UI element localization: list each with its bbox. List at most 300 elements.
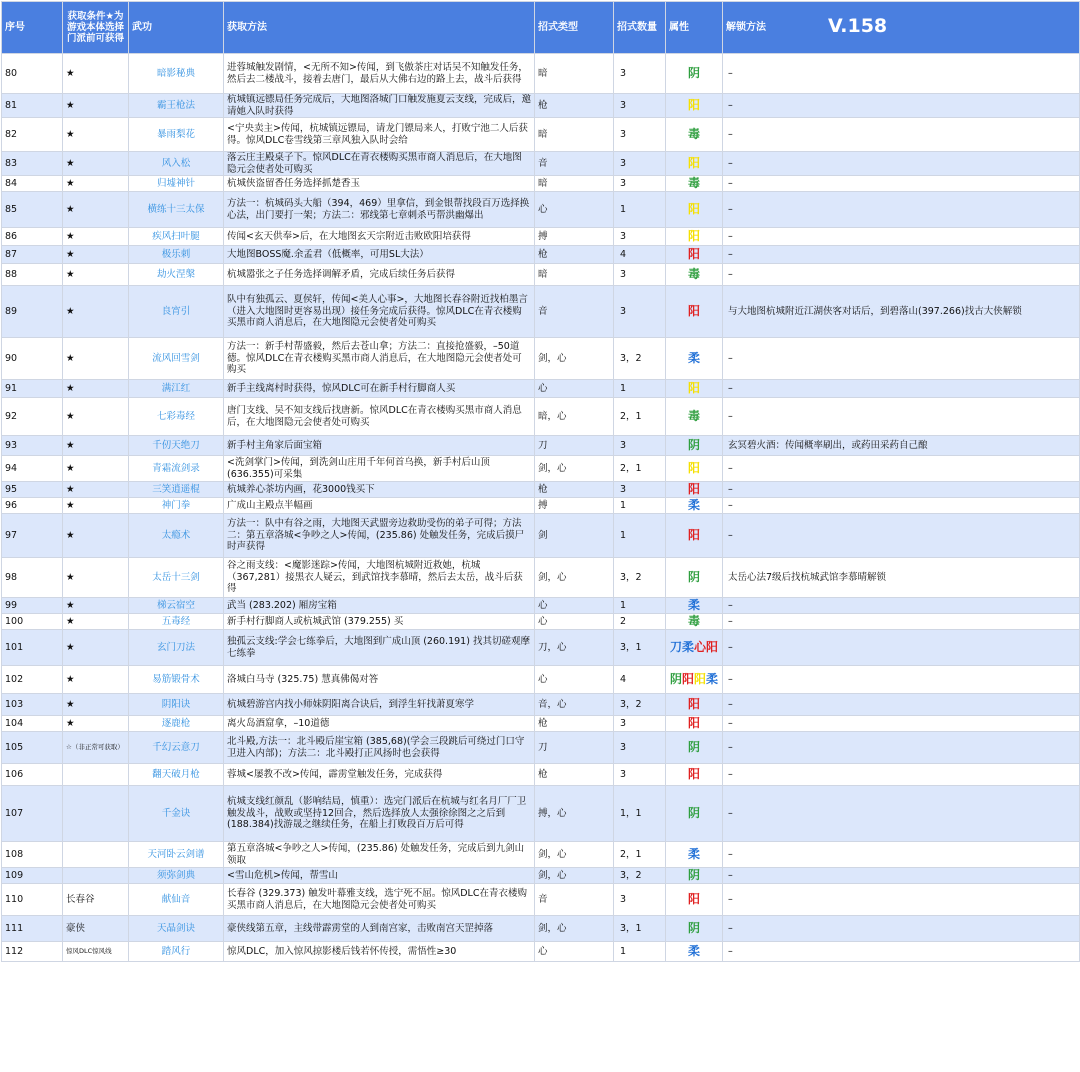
row-method[interactable]: 洛城白马寺 (325.75) 慧真佛偈对答 xyxy=(224,666,535,694)
row-method[interactable]: 队中有独孤云、夏侯轩，传闻<美人心事>，大地图长春谷附近找柏墨言（进入大地图时更容易出现）接任务完成后获得。惊风DLC在青衣楼购买黑市商人消息后，在大地图隐元会使者处可购买 xyxy=(224,286,535,338)
row-type[interactable]: 枪 xyxy=(535,716,614,732)
row-unlock[interactable]: 玄冥碧火酒：传闻概率刷出，或药田采药自己酿 xyxy=(723,436,1080,456)
row-number[interactable]: 86 xyxy=(2,228,63,246)
row-method[interactable]: 第五章洛城<争吵之人>传闻，(235.86) 处触发任务，完成后到九剑山领取 xyxy=(224,842,535,868)
row-skill[interactable]: 逐鹿枪 xyxy=(129,716,224,732)
row-skill[interactable]: 梯云宿空 xyxy=(129,598,224,614)
row-skill[interactable]: 神门拳 xyxy=(129,498,224,514)
row-condition[interactable] xyxy=(63,764,129,786)
row-unlock[interactable]: – xyxy=(723,614,1080,630)
table-row[interactable] xyxy=(2,192,1080,228)
row-count[interactable]: 1，1 xyxy=(614,786,666,842)
table-row[interactable] xyxy=(2,514,1080,558)
row-unlock[interactable]: – xyxy=(723,732,1080,764)
row-type[interactable]: 暗 xyxy=(535,264,614,286)
table-row[interactable] xyxy=(2,380,1080,398)
row-method[interactable]: 杭城镇远镖局任务完成后，大地图洛城门口触发施夏云支线，完成后，邀请她入队时获得 xyxy=(224,94,535,118)
row-unlock[interactable]: – xyxy=(723,176,1080,192)
row-count[interactable]: 4 xyxy=(614,246,666,264)
row-method[interactable]: 方法一：队中有谷之雨，大地图天武盟旁边救助受伤的弟子可得；方法二：第五章洛城<争吵之人>传闻，(235.86) 处触发任务，完成后摸尸时声获得 xyxy=(224,514,535,558)
table-row[interactable] xyxy=(2,176,1080,192)
row-type[interactable]: 音，心 xyxy=(535,694,614,716)
row-count[interactable]: 3 xyxy=(614,118,666,152)
header-condition[interactable]: 获取条件★为游戏本体选择门派前可获得 xyxy=(63,2,129,54)
row-count[interactable]: 1 xyxy=(614,942,666,962)
table-row[interactable] xyxy=(2,398,1080,436)
row-skill[interactable]: 横练十三太保 xyxy=(129,192,224,228)
header-attr[interactable]: 属性 xyxy=(666,2,723,54)
row-type[interactable]: 搏 xyxy=(535,498,614,514)
row-condition[interactable]: ★ xyxy=(63,246,129,264)
row-unlock[interactable]: – xyxy=(723,716,1080,732)
table-row[interactable] xyxy=(2,228,1080,246)
row-attribute[interactable] xyxy=(666,436,723,456)
row-method[interactable]: 方法一：新手村帮盛毅，然后去苍山拿；方法二：直接抢盛毅，–50道德。惊风DLC在青衣楼购买黑市商人消息后，在大地图隐元会使者处可购买 xyxy=(224,338,535,380)
row-count[interactable]: 1 xyxy=(614,380,666,398)
row-method[interactable]: 独孤云支线:学会七练拳后，大地图到广成山顶 (260.191) 找其切磋观摩七练拳 xyxy=(224,630,535,666)
row-condition[interactable]: ★ xyxy=(63,598,129,614)
row-condition[interactable]: ★ xyxy=(63,286,129,338)
row-skill[interactable]: 疾风扫叶腿 xyxy=(129,228,224,246)
row-method[interactable]: 传闻<玄天供奉>后，在大地图玄天宗附近击败欧阳培获得 xyxy=(224,228,535,246)
row-condition[interactable]: ★ xyxy=(63,666,129,694)
row-number[interactable]: 107 xyxy=(2,786,63,842)
row-attribute[interactable] xyxy=(666,54,723,94)
row-type[interactable]: 剑，心 xyxy=(535,916,614,942)
row-type[interactable]: 音 xyxy=(535,884,614,916)
row-method[interactable]: <雪山危机>传闻，帮雪山 xyxy=(224,868,535,884)
table-row[interactable] xyxy=(2,558,1080,598)
row-condition[interactable] xyxy=(63,842,129,868)
row-number[interactable]: 84 xyxy=(2,176,63,192)
row-attribute[interactable] xyxy=(666,614,723,630)
row-skill[interactable]: 暗影秘典 xyxy=(129,54,224,94)
row-count[interactable]: 3，2 xyxy=(614,694,666,716)
table-row[interactable] xyxy=(2,884,1080,916)
row-skill[interactable]: 霸王枪法 xyxy=(129,94,224,118)
row-attribute[interactable] xyxy=(666,764,723,786)
row-condition[interactable]: ★ xyxy=(63,152,129,176)
table-row[interactable] xyxy=(2,152,1080,176)
row-type[interactable]: 搏，心 xyxy=(535,786,614,842)
row-unlock[interactable]: – xyxy=(723,842,1080,868)
table-row[interactable] xyxy=(2,436,1080,456)
table-row[interactable] xyxy=(2,786,1080,842)
row-unlock[interactable]: – xyxy=(723,868,1080,884)
row-condition[interactable]: ★ xyxy=(63,264,129,286)
row-unlock[interactable]: – xyxy=(723,514,1080,558)
row-count[interactable]: 3 xyxy=(614,764,666,786)
table-row[interactable] xyxy=(2,246,1080,264)
row-attribute[interactable] xyxy=(666,398,723,436)
row-condition[interactable]: ★ xyxy=(63,54,129,94)
row-count[interactable]: 1 xyxy=(614,514,666,558)
row-count[interactable]: 2，1 xyxy=(614,398,666,436)
row-attribute[interactable] xyxy=(666,942,723,962)
row-unlock[interactable]: – xyxy=(723,884,1080,916)
row-condition[interactable]: ★ xyxy=(63,498,129,514)
row-type[interactable]: 枪 xyxy=(535,246,614,264)
row-attribute[interactable] xyxy=(666,598,723,614)
header-no[interactable]: 序号 xyxy=(2,2,63,54)
row-method[interactable]: 北斗殿,方法一：北斗殿后崖宝箱 (385,68)(学会三段跳后可绕过门口守卫进入内部)；方法二：北斗殿打正风扬时也会获得 xyxy=(224,732,535,764)
row-skill[interactable]: 五毒经 xyxy=(129,614,224,630)
row-unlock[interactable]: – xyxy=(723,666,1080,694)
row-unlock[interactable]: – xyxy=(723,192,1080,228)
table-row[interactable] xyxy=(2,666,1080,694)
row-type[interactable]: 剑，心 xyxy=(535,842,614,868)
row-condition[interactable]: ★ xyxy=(63,716,129,732)
row-count[interactable]: 4 xyxy=(614,666,666,694)
table-row[interactable] xyxy=(2,942,1080,962)
row-attribute[interactable] xyxy=(666,514,723,558)
row-unlock[interactable]: – xyxy=(723,152,1080,176)
row-condition[interactable]: ★ xyxy=(63,558,129,598)
row-count[interactable]: 3 xyxy=(614,482,666,498)
row-type[interactable]: 刀，心 xyxy=(535,630,614,666)
row-number[interactable]: 100 xyxy=(2,614,63,630)
row-skill[interactable]: 阴阳诀 xyxy=(129,694,224,716)
row-number[interactable]: 106 xyxy=(2,764,63,786)
row-method[interactable]: 杭城侠盗留香任务选择抓楚香玉 xyxy=(224,176,535,192)
row-number[interactable]: 104 xyxy=(2,716,63,732)
row-unlock[interactable]: – xyxy=(723,598,1080,614)
table-row[interactable] xyxy=(2,868,1080,884)
row-type[interactable]: 剑 xyxy=(535,514,614,558)
row-count[interactable]: 1 xyxy=(614,498,666,514)
row-method[interactable]: 离火岛酒窟拿，–10道德 xyxy=(224,716,535,732)
table-row[interactable] xyxy=(2,456,1080,482)
row-type[interactable]: 音 xyxy=(535,286,614,338)
row-number[interactable]: 82 xyxy=(2,118,63,152)
row-condition[interactable]: ★ xyxy=(63,614,129,630)
table-row[interactable] xyxy=(2,286,1080,338)
row-unlock[interactable]: – xyxy=(723,246,1080,264)
row-count[interactable]: 3，1 xyxy=(614,916,666,942)
row-skill[interactable]: 极乐刺 xyxy=(129,246,224,264)
row-count[interactable]: 3 xyxy=(614,228,666,246)
row-attribute[interactable] xyxy=(666,228,723,246)
row-attribute[interactable] xyxy=(666,842,723,868)
table-row[interactable] xyxy=(2,498,1080,514)
row-skill[interactable]: 青霜流剑录 xyxy=(129,456,224,482)
row-condition[interactable]: ★ xyxy=(63,192,129,228)
row-count[interactable]: 3 xyxy=(614,176,666,192)
row-method[interactable]: 新手村主角家后面宝箱 xyxy=(224,436,535,456)
row-number[interactable]: 111 xyxy=(2,916,63,942)
row-type[interactable]: 暗 xyxy=(535,118,614,152)
table-row[interactable] xyxy=(2,916,1080,942)
table-row[interactable] xyxy=(2,598,1080,614)
row-attribute[interactable] xyxy=(666,286,723,338)
header-skill[interactable]: 武功 xyxy=(129,2,224,54)
row-attribute[interactable] xyxy=(666,868,723,884)
row-count[interactable]: 3，2 xyxy=(614,338,666,380)
row-method[interactable]: 武当 (283.202) 厢房宝箱 xyxy=(224,598,535,614)
row-skill[interactable]: 须弥剑典 xyxy=(129,868,224,884)
row-condition[interactable]: ★ xyxy=(63,380,129,398)
table-row[interactable] xyxy=(2,338,1080,380)
table-row[interactable] xyxy=(2,94,1080,118)
row-method[interactable]: 杭城碧游宫内找小师妹阴阳离合诀后，到浮生轩找萧夏寒学 xyxy=(224,694,535,716)
row-method[interactable]: 落云庄主殿桌子下。惊风DLC在青衣楼购买黑市商人消息后，在大地图隐元会使者处可购买 xyxy=(224,152,535,176)
header-method[interactable]: 获取方法 xyxy=(224,2,535,54)
row-type[interactable]: 剑，心 xyxy=(535,558,614,598)
row-skill[interactable]: 七彩毒经 xyxy=(129,398,224,436)
row-method[interactable]: 新手主线离村时获得，惊风DLC可在新手村行脚商人买 xyxy=(224,380,535,398)
row-attribute[interactable] xyxy=(666,884,723,916)
row-attribute[interactable] xyxy=(666,264,723,286)
row-unlock[interactable]: – xyxy=(723,916,1080,942)
row-type[interactable]: 音 xyxy=(535,152,614,176)
row-attribute[interactable] xyxy=(666,786,723,842)
row-skill[interactable]: 风入松 xyxy=(129,152,224,176)
header-unlock[interactable] xyxy=(723,2,1080,54)
row-skill[interactable]: 暴雨梨花 xyxy=(129,118,224,152)
row-type[interactable]: 枪 xyxy=(535,94,614,118)
table-row[interactable] xyxy=(2,264,1080,286)
row-number[interactable]: 98 xyxy=(2,558,63,598)
row-condition[interactable]: ★ xyxy=(63,338,129,380)
row-type[interactable]: 心 xyxy=(535,192,614,228)
row-condition[interactable]: 长春谷 xyxy=(63,884,129,916)
row-type[interactable]: 刀 xyxy=(535,732,614,764)
row-attribute[interactable] xyxy=(666,558,723,598)
table-row[interactable] xyxy=(2,118,1080,152)
row-type[interactable]: 刀 xyxy=(535,436,614,456)
row-number[interactable]: 101 xyxy=(2,630,63,666)
row-number[interactable]: 92 xyxy=(2,398,63,436)
row-type[interactable]: 暗 xyxy=(535,176,614,192)
row-count[interactable]: 3 xyxy=(614,94,666,118)
row-unlock[interactable]: – xyxy=(723,498,1080,514)
row-condition[interactable]: ★ xyxy=(63,94,129,118)
row-unlock[interactable]: – xyxy=(723,786,1080,842)
table-row[interactable] xyxy=(2,764,1080,786)
row-unlock[interactable]: – xyxy=(723,630,1080,666)
row-type[interactable]: 心 xyxy=(535,614,614,630)
row-method[interactable]: <洗剑掌门>传闻，到洗剑山庄用千年何首乌换，新手村后山顶(636.355)可采集 xyxy=(224,456,535,482)
table-row[interactable] xyxy=(2,614,1080,630)
row-type[interactable]: 心 xyxy=(535,598,614,614)
row-method[interactable]: 杭城嚣张之子任务选择调解矛盾，完成后续任务后获得 xyxy=(224,264,535,286)
row-attribute[interactable] xyxy=(666,176,723,192)
row-count[interactable]: 1 xyxy=(614,598,666,614)
row-attribute[interactable] xyxy=(666,338,723,380)
table-row[interactable] xyxy=(2,842,1080,868)
row-condition[interactable]: ★ xyxy=(63,118,129,152)
row-attribute[interactable] xyxy=(666,456,723,482)
row-number[interactable]: 87 xyxy=(2,246,63,264)
row-method[interactable]: 杭城支线红颜乱（影响结局，慎重）：选完门派后在杭城与红名月厂厂卫触发战斗，战败或坚持12回合，然后选择放人太强徐徐图之之后到(188.384)找游晟之继续任务，在船上打败段百万后可得 xyxy=(224,786,535,842)
row-number[interactable]: 95 xyxy=(2,482,63,498)
row-skill[interactable]: 归墟神针 xyxy=(129,176,224,192)
row-skill[interactable]: 流风回雪剑 xyxy=(129,338,224,380)
row-attribute[interactable] xyxy=(666,152,723,176)
row-number[interactable]: 85 xyxy=(2,192,63,228)
row-skill[interactable]: 千金诀 xyxy=(129,786,224,842)
table-row[interactable] xyxy=(2,694,1080,716)
row-count[interactable]: 2，1 xyxy=(614,456,666,482)
row-type[interactable]: 心 xyxy=(535,666,614,694)
row-count[interactable]: 3 xyxy=(614,716,666,732)
table-row[interactable] xyxy=(2,482,1080,498)
row-condition[interactable]: ★ xyxy=(63,398,129,436)
row-type[interactable]: 枪 xyxy=(535,482,614,498)
row-skill[interactable]: 劫火涅槃 xyxy=(129,264,224,286)
row-attribute[interactable] xyxy=(666,498,723,514)
row-attribute[interactable] xyxy=(666,916,723,942)
row-method[interactable]: 惊风DLC，加入惊风掠影楼后钱若怀传授，需悟性≥30 xyxy=(224,942,535,962)
row-skill[interactable]: 翻天破月枪 xyxy=(129,764,224,786)
row-unlock[interactable]: – xyxy=(723,456,1080,482)
row-method[interactable]: 方法一：杭城码头大船（394，469）里拿信，到金银帮找段百万选择换心法，出门要打一架；方法二：邪线第七章刺杀丐帮洪幽爆出 xyxy=(224,192,535,228)
row-number[interactable]: 81 xyxy=(2,94,63,118)
row-attribute[interactable] xyxy=(666,192,723,228)
row-type[interactable]: 暗，心 xyxy=(535,398,614,436)
row-skill[interactable]: 千幻云意刀 xyxy=(129,732,224,764)
row-skill[interactable]: 玄门刀法 xyxy=(129,630,224,666)
row-number[interactable]: 80 xyxy=(2,54,63,94)
header-type[interactable]: 招式类型 xyxy=(535,2,614,54)
row-attribute[interactable] xyxy=(666,380,723,398)
row-method[interactable]: 广成山主殿点半幅画 xyxy=(224,498,535,514)
row-count[interactable]: 3 xyxy=(614,884,666,916)
row-number[interactable]: 108 xyxy=(2,842,63,868)
row-skill[interactable]: 踏风行 xyxy=(129,942,224,962)
row-number[interactable]: 90 xyxy=(2,338,63,380)
row-unlock[interactable]: – xyxy=(723,338,1080,380)
row-unlock[interactable]: – xyxy=(723,94,1080,118)
header-count[interactable]: 招式数量 xyxy=(614,2,666,54)
row-skill[interactable]: 献仙音 xyxy=(129,884,224,916)
row-count[interactable]: 2 xyxy=(614,614,666,630)
row-count[interactable]: 3 xyxy=(614,286,666,338)
row-condition[interactable]: 惊风DLC惊风线 xyxy=(63,942,129,962)
row-number[interactable]: 93 xyxy=(2,436,63,456)
table-row[interactable] xyxy=(2,54,1080,94)
row-attribute[interactable] xyxy=(666,630,723,666)
row-number[interactable]: 112 xyxy=(2,942,63,962)
row-skill[interactable]: 良宵引 xyxy=(129,286,224,338)
row-count[interactable]: 3 xyxy=(614,264,666,286)
row-attribute[interactable] xyxy=(666,716,723,732)
row-condition[interactable]: ★ xyxy=(63,694,129,716)
row-unlock[interactable]: 与大地图杭城附近江湖侠客对话后，到碧落山(397.266)找古大侠解锁 xyxy=(723,286,1080,338)
row-method[interactable]: <宁央卖主>传闻，杭城镇远镖局，请龙门镖局来人，打败宁池二人后获得。惊风DLC卷雪线第三章风独入队时会给 xyxy=(224,118,535,152)
row-type[interactable]: 剑，心 xyxy=(535,456,614,482)
row-unlock[interactable]: – xyxy=(723,264,1080,286)
row-method[interactable]: 杭城养心茶坊内画，花3000钱买下 xyxy=(224,482,535,498)
row-number[interactable]: 94 xyxy=(2,456,63,482)
row-number[interactable]: 109 xyxy=(2,868,63,884)
row-condition[interactable] xyxy=(63,868,129,884)
row-condition[interactable]: ★ xyxy=(63,482,129,498)
row-count[interactable]: 3，2 xyxy=(614,558,666,598)
row-method[interactable]: 谷之雨支线：<魔影迷踪>传闻，大地图杭城附近救她，杭城（367,281）接黑衣人疑云，到武馆找李慕晴，然后去太岳，战斗后获得 xyxy=(224,558,535,598)
row-attribute[interactable] xyxy=(666,482,723,498)
row-type[interactable]: 心 xyxy=(535,380,614,398)
row-type[interactable]: 剑，心 xyxy=(535,338,614,380)
row-condition[interactable]: ★ xyxy=(63,176,129,192)
table-row[interactable] xyxy=(2,732,1080,764)
row-number[interactable]: 89 xyxy=(2,286,63,338)
row-condition[interactable]: ★ xyxy=(63,514,129,558)
row-number[interactable]: 99 xyxy=(2,598,63,614)
row-method[interactable]: 长春谷 (329.373) 触发叶幕雅支线，选宁死不屈。惊风DLC在青衣楼购买黑市商人消息后，在大地图隐元会使者处可购买 xyxy=(224,884,535,916)
row-number[interactable]: 91 xyxy=(2,380,63,398)
row-method[interactable]: 豪侠线第五章，主线带霹雳堂的人到南宫家，击败南宫天罡掉落 xyxy=(224,916,535,942)
row-method[interactable]: 进蓉城触发剧情，<无所不知>传闻，到飞傲茶庄对话吴不知触发任务，然后去二楼战斗，接着去唐门，最后从大佛右边的路上去，战斗后获得 xyxy=(224,54,535,94)
row-skill[interactable]: 千仞天绝刀 xyxy=(129,436,224,456)
row-type[interactable]: 枪 xyxy=(535,764,614,786)
row-number[interactable]: 88 xyxy=(2,264,63,286)
row-condition[interactable]: ★ xyxy=(63,436,129,456)
row-unlock[interactable]: – xyxy=(723,398,1080,436)
row-skill[interactable]: 太岳十三剑 xyxy=(129,558,224,598)
row-condition[interactable]: ★ xyxy=(63,630,129,666)
row-unlock[interactable]: – xyxy=(723,228,1080,246)
row-skill[interactable]: 太瘾术 xyxy=(129,514,224,558)
row-condition[interactable]: ★ xyxy=(63,228,129,246)
row-method[interactable]: 蓉城<屡教不改>传闻，霹雳堂触发任务，完成获得 xyxy=(224,764,535,786)
row-count[interactable]: 2，1 xyxy=(614,842,666,868)
row-attribute[interactable] xyxy=(666,246,723,264)
row-unlock[interactable]: – xyxy=(723,694,1080,716)
row-number[interactable]: 96 xyxy=(2,498,63,514)
row-type[interactable]: 搏 xyxy=(535,228,614,246)
row-unlock[interactable]: – xyxy=(723,118,1080,152)
row-condition[interactable]: 豪侠 xyxy=(63,916,129,942)
row-attribute[interactable] xyxy=(666,118,723,152)
row-number[interactable]: 105 xyxy=(2,732,63,764)
row-condition[interactable]: ★ xyxy=(63,456,129,482)
table-row[interactable] xyxy=(2,630,1080,666)
row-condition[interactable]: ☆（非正常可获取） xyxy=(63,732,129,764)
row-count[interactable]: 1 xyxy=(614,192,666,228)
row-unlock[interactable]: – xyxy=(723,482,1080,498)
row-count[interactable]: 3，2 xyxy=(614,868,666,884)
row-attribute[interactable] xyxy=(666,94,723,118)
row-method[interactable]: 大地图BOSS魔.余孟君（低概率，可用SL大法） xyxy=(224,246,535,264)
row-count[interactable]: 3 xyxy=(614,54,666,94)
row-number[interactable]: 103 xyxy=(2,694,63,716)
row-number[interactable]: 83 xyxy=(2,152,63,176)
row-skill[interactable]: 三笑逍遥棍 xyxy=(129,482,224,498)
row-count[interactable]: 3 xyxy=(614,436,666,456)
row-count[interactable]: 3 xyxy=(614,732,666,764)
row-attribute[interactable] xyxy=(666,666,723,694)
row-number[interactable]: 102 xyxy=(2,666,63,694)
row-attribute[interactable] xyxy=(666,732,723,764)
row-method[interactable]: 新手村行脚商人或杭城武馆 (379.255) 买 xyxy=(224,614,535,630)
row-type[interactable]: 剑，心 xyxy=(535,868,614,884)
row-type[interactable]: 暗 xyxy=(535,54,614,94)
row-unlock[interactable]: – xyxy=(723,54,1080,94)
row-number[interactable]: 97 xyxy=(2,514,63,558)
row-count[interactable]: 3，1 xyxy=(614,630,666,666)
row-skill[interactable]: 易筋锻骨术 xyxy=(129,666,224,694)
row-unlock[interactable]: – xyxy=(723,380,1080,398)
row-skill[interactable]: 天河卧云剑谱 xyxy=(129,842,224,868)
row-number[interactable]: 110 xyxy=(2,884,63,916)
table-row[interactable] xyxy=(2,716,1080,732)
row-skill[interactable]: 天晶剑诀 xyxy=(129,916,224,942)
row-attribute[interactable] xyxy=(666,694,723,716)
row-count[interactable]: 3 xyxy=(614,152,666,176)
row-skill[interactable]: 满江红 xyxy=(129,380,224,398)
row-unlock[interactable]: – xyxy=(723,764,1080,786)
